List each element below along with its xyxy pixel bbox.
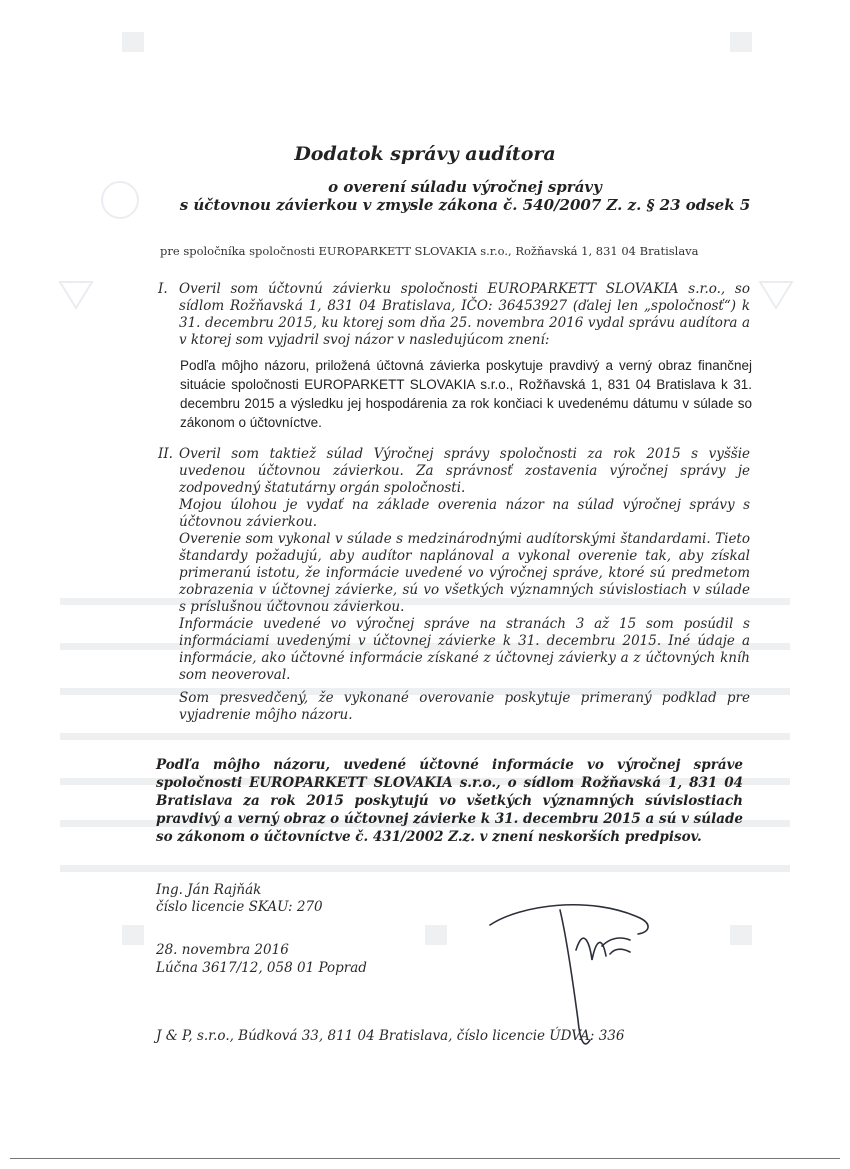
section-1-text: Overil som účtovnú závierku spoločnosti EUROPARKETT SLOVAKIA s.r.o., so sídlom Rožňavská 1, 831 04 Bratislava, IČO: 36453927 (ďalej len „spoločnosť“) k 31. decembru 2015, ku ktorej som dňa 25. novembra 2016 vydal správu audítora a v ktorej som vyjadril svoj názor v nasledujúcom znení: [179, 281, 750, 348]
section-2-paragraph-5: Som presvedčený, že vykonané overovanie poskytuje primeraný podklad pre vyjadrenie môjho názoru. [179, 690, 750, 723]
addressee-line: pre spoločníka spoločnosti EUROPARKETT SLOVAKIA s.r.o., Rožňavská 1, 831 04 Bratislava [160, 244, 699, 258]
section-1 [160, 281, 750, 349]
document-title: Dodatok správy audítora [294, 143, 556, 165]
section-2-paragraph-3: Overenie som vykonal v súlade s medzinárodnými audítorskými štandardami. Tieto štandardy požadujú, aby audítor naplánoval a vykonal overenie tak, aby získal primeranú istotu, že informácie uvedené vo výročnej správe, ktoré sú predmetom zobrazenia v účtovnej závierke, sú vo všetkých významných súvislostiach v súlade s príslušnou účtovnou závierkou. [179, 531, 750, 615]
auditor-opinion-quote: Podľa môjho názoru, priložená účtovná závierka poskytuje pravdivý a verný obraz finančnej situácie spoločnosti EUROPARKETT SLOVAKIA s.r.o., Rožňavská 1, 831 04 Bratislava k 31. decembru 2015 a výsledku jej hospodárenia za rok končiaci k uvedenému dátumu v súlade so zákonom o účtovníctve. [180, 358, 752, 430]
signatory-address: Lúčna 3617/12, 058 01 Poprad [156, 960, 367, 976]
audit-firm-footer: J & P, s.r.o., Búdková 33, 811 04 Bratislava, číslo licencie ÚDVA: 336 [156, 1028, 625, 1044]
section-1-number: I. [158, 281, 168, 297]
bottom-divider [10, 1158, 840, 1159]
section-2-paragraph-4: Informácie uvedené vo výročnej správe na stranách 3 až 15 som posúdil s informáciami uvedenými v účtovnej závierke k 31. decembru 2015. Iné údaje a informácie, ako účtovné informácie získané z účtovnej závierky a z účtovných kníh som neoveroval. [179, 616, 750, 683]
section-2 [160, 446, 750, 724]
audit-conclusion: Podľa môjho názoru, uvedené účtovné informácie vo výročnej správe spoločnosti EUROPARKETT SLOVAKIA s.r.o., o sídlom Rožňavská 1, 831 04 Bratislava za rok 2015 poskytujú vo všetkých významných súvislostiach pravdivý a verný obraz o účtovnej závierke k 31. decembru 2015 a sú v súlade so zákonom o účtovníctve č. 431/2002 Z.z. v znení neskorších predpisov. [156, 757, 743, 845]
signature-date: 28. novembra 2016 [156, 942, 289, 958]
section-2-paragraph-1: Overil som taktiež súlad Výročnej správy spoločnosti za rok 2015 s vyššie uvedenou účtovnou závierkou. Za správnosť zostavenia výročnej správy je zodpovedný štatutárny orgán spoločnosti. [179, 446, 750, 496]
license-number: číslo licencie SKAU: 270 [156, 899, 323, 915]
subtitle-line-1: o overení súladu výročnej správy [328, 178, 602, 196]
subtitle-line-2: s účtovnou závierkou v zmysle zákona č. 540/2007 Z. z. § 23 odsek 5 [179, 196, 751, 214]
signatory-name: Ing. Ján Rajňák [156, 882, 262, 898]
section-2-paragraph-2: Mojou úlohou je vydať na základe overenia názor na súlad výročnej správy s účtovnou závierkou. [179, 497, 750, 530]
section-2-number: II. [158, 446, 173, 462]
